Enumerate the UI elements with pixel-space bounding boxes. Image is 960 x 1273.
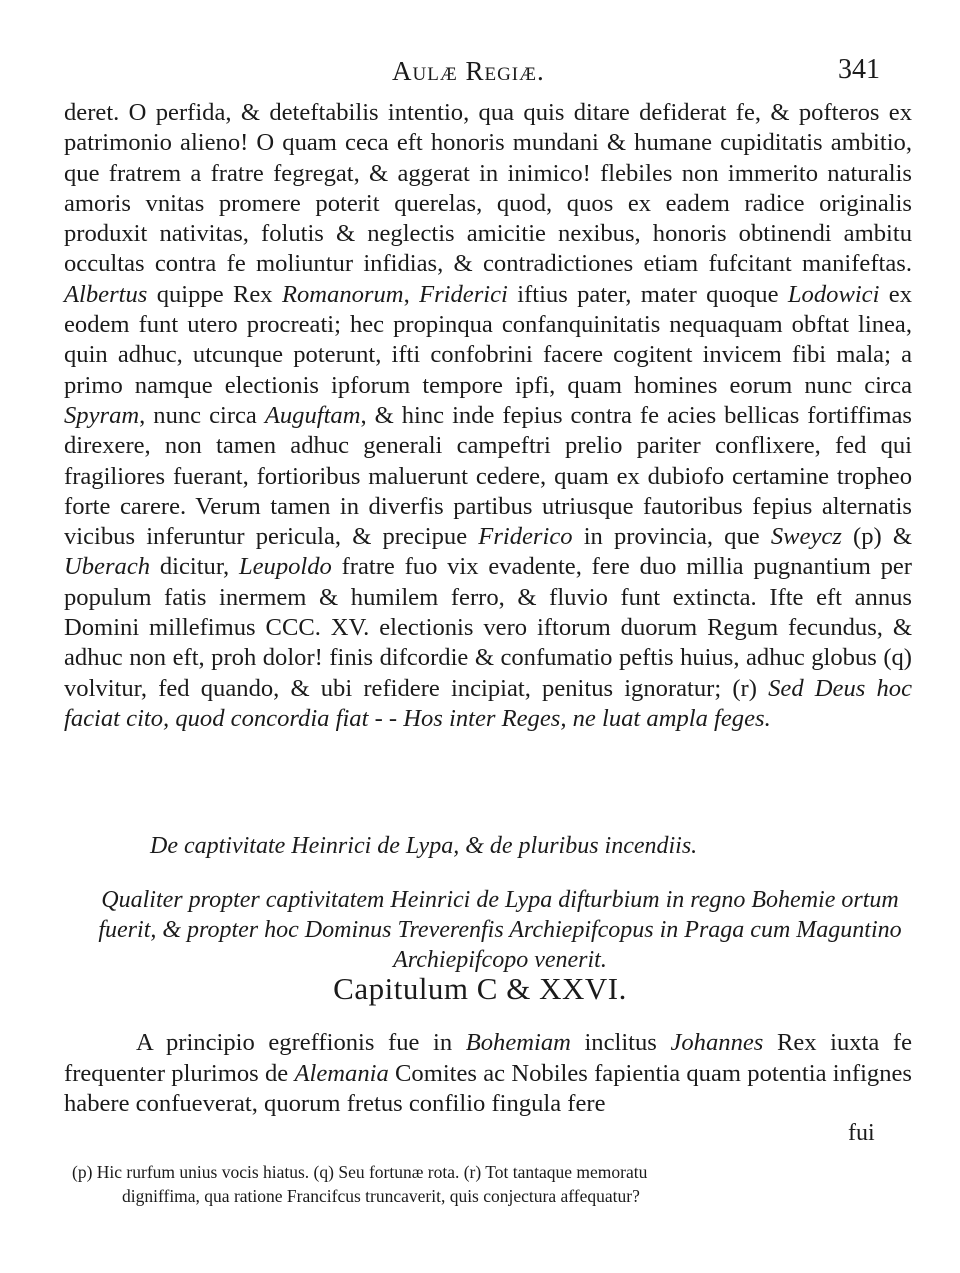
name-friderico: Friderico xyxy=(478,523,573,551)
chapter-title: Capitulum C & XXVI. xyxy=(333,971,627,1006)
text-run: (p) & xyxy=(841,523,912,551)
text-run: dicitur, xyxy=(150,553,239,581)
text-run: quippe Rex xyxy=(147,280,282,308)
text-run: ex eodem funt utero procreati; hec propinqua confanquinitatis nequaquam obftat linea, quin adhuc, utcunque poterunt, ifti confobrini facere cogitent invicem fibi mala; a primo namque electionis ipforum tempore ipfi, quam homines eorum nunc circa xyxy=(64,280,913,399)
chapter-paragraph xyxy=(64,1028,912,1120)
main-paragraph xyxy=(64,98,912,734)
catchword: fui xyxy=(848,1120,875,1146)
place-augustam: Auguftam xyxy=(264,401,361,429)
name-albertus: Albertus xyxy=(64,280,148,308)
place-alemania: Alemania xyxy=(294,1059,389,1087)
running-title: Aulæ Regiæ. xyxy=(392,56,545,86)
name-friderici: Friderici xyxy=(419,280,508,308)
chapter-summary: Qualiter propter captivitatem Heinrici de Lypa difturbium in regno Bohemie ortum fuerit, & propter hoc Dominus Treverenfis Archiepifcopus in Praga cum Maguntino Archiepifcopo venerit. xyxy=(98,887,902,973)
text-run: iftius pater, mater quoque xyxy=(507,280,788,308)
footnote-line: digniffima, qua ratione Francifcus truncaverit, quis conjectura affequatur? xyxy=(122,1186,640,1206)
name-lodowici: Lodowici xyxy=(787,280,880,308)
text-run: , nunc circa xyxy=(139,401,265,429)
place-sweycz: Sweycz xyxy=(770,523,842,551)
text-run: , xyxy=(403,280,420,308)
main-text xyxy=(64,98,912,734)
text-run: Rex iuxta fe frequenter plurimos de xyxy=(64,1029,912,1087)
page-number: 341 xyxy=(838,54,880,85)
section-heading: De captivitate Heinrici de Lypa, & de pluribus incendiis. xyxy=(150,833,698,859)
verse-quotation: Sed Deus hoc faciat cito, quod concordia fiat - - Hos inter Reges, ne luat ampla feges. xyxy=(64,674,912,732)
footnotes xyxy=(72,1160,920,1208)
text-run: A principio egreffionis fue in xyxy=(136,1029,466,1056)
running-head xyxy=(0,52,960,92)
name-johannes: Johannes xyxy=(670,1029,764,1056)
text-run: fratre fuo vix evadente, fere duo millia pugnantium per populum fatis inermem & humilem ferro, & fluvio funt extincta. Ifte eft annus Domini millefimus CCC. XV. electionis vero iftorum duorum Regum fecundus, & adhuc non eft, proh dolor! finis difcordie & confumatio peftis huius, adhuc globus (q) volvitur, fed quando, & ubi refidere incipiat, penitus ignoratur; (r) xyxy=(64,553,912,702)
text-run: inclitus xyxy=(570,1029,671,1056)
text-run: deret. O perfida, & deteftabilis intentio, qua quis ditare defiderat fe, & pofteros ex patrimonio alieno! O quam ceca eft honoris mundani & humane cupiditatis ambitio, que fratrem a fratre fegregat, & aggerat in inimico! flebiles non immerito naturalis amoris vnitas promere poterit querelas, quod, quos ex eadem radice originalis produxit nativitas, folutis & neglectis amicitie nexibus, honoris obtinendi ambitu occultas contra fe moliuntur infidias, & contradictiones etiam fufcitant manifeftas. xyxy=(64,99,912,278)
place-bohemiam: Bohemiam xyxy=(465,1029,571,1056)
text-run: in provincia, que xyxy=(572,523,771,551)
name-leupoldo: Leupoldo xyxy=(238,553,332,581)
chapter-text xyxy=(64,1028,912,1120)
text-run: , & hinc inde fepius contra fe acies bellicas fortiffimas direxere, non tamen adhuc generali campeftri prelio pariter conflixere, fed qui fragiliores fuerant, fortioribus maluerunt cedere, quam ex dubiofo certamine tropheo forte carere. Verum tamen in diverfis partibus utriusque fautoribus fepius alternatis vicibus inferuntur pericula, & precipue xyxy=(64,401,913,551)
place-spyram: Spyram xyxy=(64,401,140,429)
footnote-line: (p) Hic rurfum unius vocis hiatus. (q) Seu fortunæ rota. (r) Tot tantaque memoratu xyxy=(72,1162,648,1182)
text-run: Comites ac Nobiles fapientia quam potentia infignes habere confueverat, quorum fretus confilio fingula fere xyxy=(64,1059,912,1117)
place-uberach: Uberach xyxy=(64,553,151,581)
name-romanorum: Romanorum xyxy=(281,280,404,308)
